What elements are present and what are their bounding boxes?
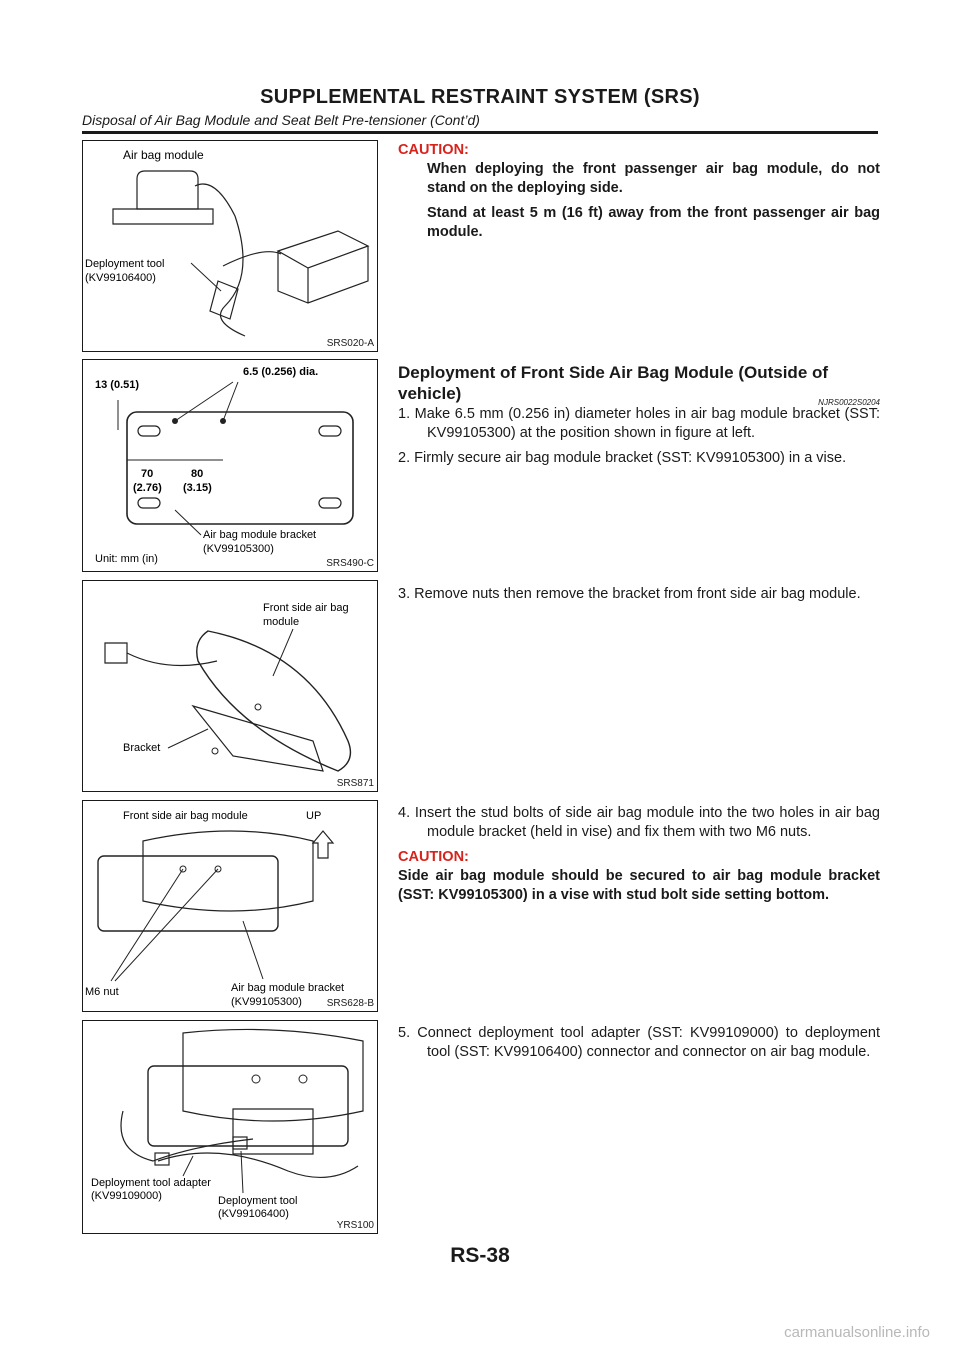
step-3: 3. Remove nuts then remove the bracket from front side air bag module. [398, 586, 861, 602]
page-title: SUPPLEMENTAL RESTRAINT SYSTEM (SRS) [260, 86, 700, 108]
step-4: 4. Insert the stud bolts of side air bag module into the two holes in air bag module bracket (held in vise) and fix them with two M6 nuts. [398, 805, 880, 840]
svg-text:Deployment tool: Deployment tool [218, 1195, 298, 1207]
step-3-block [398, 585, 880, 610]
section-heading: Deployment of Front Side Air Bag Module (Outside of vehicle) [398, 363, 829, 403]
step-1: 1. Make 6.5 mm (0.256 in) diameter holes in air bag module bracket (SST: KV99105300) at the position shown in figure at left. [398, 406, 880, 441]
caution-block-1 [398, 141, 880, 248]
svg-text:Air bag module: Air bag module [123, 148, 204, 162]
caution-text: Side air bag module should be secured to air bag module bracket (SST: KV99105300) in a vise with stud bolt side setting bottom. [398, 868, 880, 903]
step-5: 5. Connect deployment tool adapter (SST: KV99109000) to deployment tool (SST: KV99106400) connector and connector on air bag module. [398, 1025, 880, 1060]
svg-text:module: module [263, 616, 300, 628]
caution-label: CAUTION: [398, 849, 469, 865]
svg-text:Deployment tool: Deployment tool [85, 258, 165, 270]
svg-text:(2.76): (2.76) [133, 482, 162, 494]
figure-code: YRS100 [336, 1220, 374, 1231]
step-4-block [398, 804, 880, 911]
svg-text:(KV99109000): (KV99109000) [91, 1190, 162, 1202]
svg-text:(KV99106400): (KV99106400) [218, 1208, 289, 1220]
caution-text: Stand at least 5 m (16 ft) away from the front passenger air bag module. [427, 205, 880, 240]
svg-text:Unit: mm (in): Unit: mm (in) [95, 553, 158, 565]
svg-text:Air bag module bracket: Air bag module bracket [203, 529, 317, 541]
figure-code: SRS020-A [326, 338, 374, 349]
figure-bracket-dimensions [82, 359, 378, 572]
watermark: carmanualsonline.info [784, 1324, 930, 1341]
figure-airbag-deployment [82, 140, 378, 352]
page-subtitle: Disposal of Air Bag Module and Seat Belt Pre-tensioner (Cont’d) [82, 112, 480, 128]
svg-text:Deployment tool adapter: Deployment tool adapter [91, 1177, 211, 1189]
step-5-block [398, 1024, 880, 1068]
svg-text:Bracket: Bracket [123, 742, 161, 754]
svg-text:Air bag module bracket: Air bag module bracket [231, 982, 345, 994]
caution-text: When deploying the front passenger air bag module, do not stand on the deploying side. [427, 161, 880, 196]
svg-text:13 (0.51): 13 (0.51) [95, 379, 140, 391]
svg-text:Front side air bag: Front side air bag [263, 602, 349, 614]
figure-airbag-deployment-drawing [83, 141, 377, 351]
figure-deployment-tool-drawing [83, 1021, 377, 1233]
svg-text:(3.15): (3.15) [183, 482, 212, 494]
svg-text:(KV99105300): (KV99105300) [231, 996, 302, 1008]
header-rule [82, 131, 878, 134]
caution-label: CAUTION: [398, 142, 469, 158]
figure-code: SRS871 [336, 778, 374, 789]
figure-front-side-module-drawing [83, 581, 377, 791]
svg-text:(KV99105300): (KV99105300) [203, 543, 274, 555]
steps-1-2 [398, 405, 880, 474]
figure-module-in-vise-drawing [83, 801, 377, 1011]
page-number: RS-38 [450, 1244, 510, 1267]
step-2: 2. Firmly secure air bag module bracket (SST: KV99105300) in a vise. [398, 450, 847, 466]
figure-module-in-vise [82, 800, 378, 1012]
section-code: NJRS0022S0204 [818, 398, 880, 407]
svg-text:Front side air bag module: Front side air bag module [123, 810, 248, 822]
svg-text:70: 70 [141, 468, 154, 480]
figure-front-side-module [82, 580, 378, 792]
figure-code: SRS490-C [326, 558, 374, 569]
figure-deployment-tool [82, 1020, 378, 1234]
svg-text:M6 nut: M6 nut [85, 986, 119, 998]
figure-code: SRS628-B [326, 998, 374, 1009]
svg-text:6.5 (0.256) dia.: 6.5 (0.256) dia. [243, 366, 319, 378]
svg-text:(KV99106400): (KV99106400) [85, 272, 156, 284]
svg-text:UP: UP [306, 810, 322, 822]
svg-text:80: 80 [191, 468, 204, 480]
figure-bracket-dimensions-drawing [83, 360, 377, 571]
